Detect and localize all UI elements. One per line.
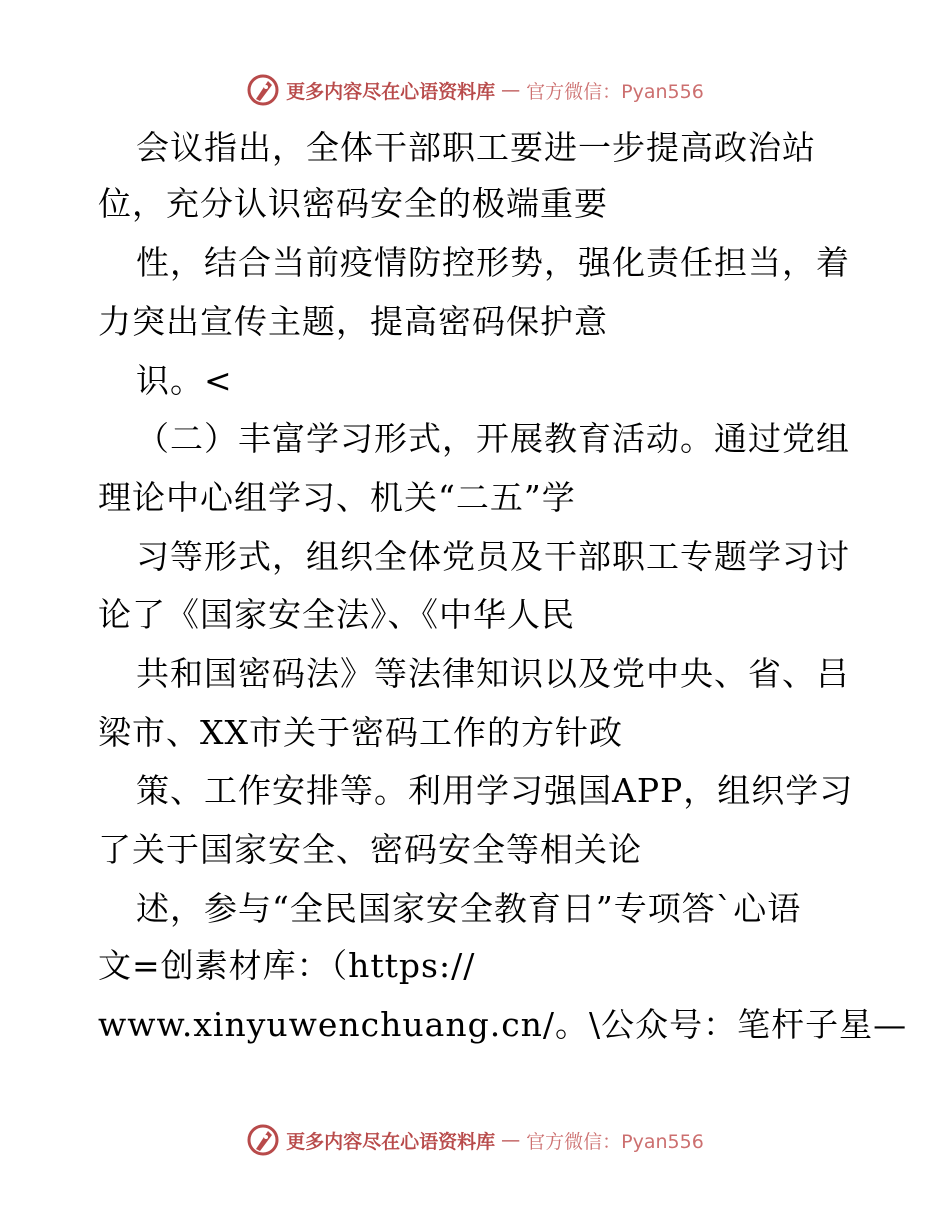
text-line: 习等形式，组织全体党员及干部职工专题学习讨: [136, 537, 850, 576]
banner-wechat-text: 官方微信：Pyan556: [526, 1130, 704, 1153]
banner-separator: —: [501, 79, 521, 101]
text-line: 会议指出，全体干部职工要进一步提高政治站: [136, 128, 816, 167]
text-line: 力突出宣传主题，提高密码保护意: [98, 302, 608, 341]
text-line: 共和国密码法》等法律知识以及党中央、省、吕: [136, 654, 850, 693]
pen-nib-logo-icon: [246, 73, 280, 107]
text-line: 论了《国家安全法》、《中华人民: [98, 595, 575, 634]
pen-nib-logo-icon: [246, 1123, 280, 1157]
text-line: 述，参与“全民国家安全教育日”专项答`心语: [136, 889, 802, 928]
header-banner: [0, 70, 950, 110]
text-line: 文=创素材库：（https://: [98, 946, 476, 985]
text-line: 了关于国家安全、密码安全等相关论: [98, 830, 642, 869]
banner-library-text: 更多内容尽在心语资料库: [286, 1130, 496, 1153]
text-line: 理论中心组学习、机关“二五”学: [98, 478, 576, 517]
text-line: 识。<: [136, 361, 233, 400]
text-line: 位，充分认识密码安全的极端重要: [98, 184, 608, 223]
banner-library-text: 更多内容尽在心语资料库: [286, 80, 496, 103]
footer-banner: [0, 1120, 950, 1160]
banner-wechat-text: 官方微信：Pyan556: [526, 80, 704, 103]
text-line: （二）丰富学习形式，开展教育活动。通过党组: [136, 419, 850, 458]
text-line: 梁市、XX市关于密码工作的方针政: [98, 713, 623, 752]
text-line: 策、工作安排等。利用学习强国APP，组织学习: [136, 771, 854, 810]
text-line: www.xinyuwenchuang.cn/。\公众号：笔杆子星—: [98, 1005, 908, 1044]
banner-separator: —: [501, 1129, 521, 1151]
text-line: 性，结合当前疫情防控形势，强化责任担当，着: [136, 243, 850, 282]
